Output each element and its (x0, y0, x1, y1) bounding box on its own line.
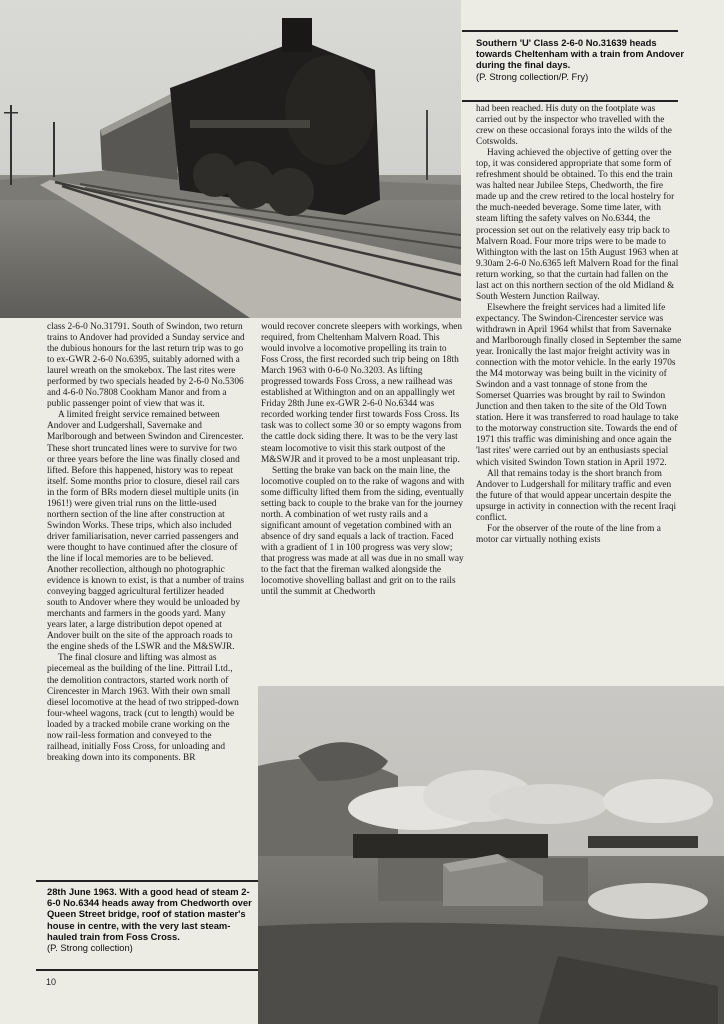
top-caption-credit: (P. Strong collection/P. Fry) (476, 70, 589, 82)
paragraph: Elsewhere the freight services had a limited life expectancy. The Swindon-Cirencester service was withdrawn in April 1964 whilst that from Savernake and Marlborough finally closed in September the same year. Ironically the last major freight activity was in connection with the motor vehicle. In the early 1970s the M4 motorway was being built in the vicinity of Swindon and a vast tonnage of stone from the Somerset Quarries was brought by rail to Swindon Junction and then taken to the site of the Old Town station. Here it was transferred to road haulage to take to the motorway construction site. Towards the end of 1971 this traffic was diminishing and once again the 'last rites' were carried out by an enthusiasts special which visited Swindon Town station in April 1972. (476, 302, 682, 468)
paragraph: class 2-6-0 No.31791. South of Swindon, two return trains to Andover had provided a Sunday service and the dubious honours for the last return trip was to go to ex-GWR 2-6-0 No.6395, suitably adorned with a laurel wreath on the smokebox. The last rites were performed by two specials headed by 2-6-0 No.5306 and 4-6-0 No.7808 Cookham Manor and from a public passenger point of view that was it. (47, 322, 245, 410)
top-caption-rule (462, 30, 678, 32)
train-on-bridge-image (258, 686, 724, 1024)
paragraph: For the observer of the route of the line from a motor car virtually nothing exists (476, 523, 661, 545)
paragraph: Setting the brake van back on the main line, the locomotive coupled on to the rake of wagons and with some difficulty lifted them from the siding, eventually setting back to couple to the brake van for the journey north. A combination of wet rusty rails and a significant amount of vegetation combined with an absence of dry sand equals a lack of traction. Faced with a gradient of 1 in 100 progress was very slow; that progress was made at all was due in no small way to the fact that the fireman walked alongside the locomotive shovelling ballast and grit on to the rails until the summit at Chedworth (261, 465, 465, 598)
bottom-caption-underline (36, 969, 258, 971)
top-caption-underline (462, 100, 678, 102)
bottom-landscape-photo (258, 686, 724, 1024)
top-photo-caption (476, 37, 684, 82)
top-locomotive-photo (0, 0, 461, 318)
bottom-caption-rule (36, 880, 258, 882)
bottom-caption-credit: (P. Strong collection) (47, 942, 133, 954)
text-column-2 (261, 322, 465, 598)
top-caption-title: Southern 'U' Class 2-6-0 No.31639 heads towards Cheltenham with a train from Andover during the final days. (476, 37, 685, 71)
page-number: 10 (46, 977, 57, 987)
text-column-3 (476, 104, 682, 546)
paragraph: All that remains today is the short branch from Andover to Ludgershall for military traffic and even the future of that would appear uncertain despite the upsurge in activity in connection with the recent Iraqi conflict. (476, 468, 677, 523)
text-column-1 (47, 322, 245, 764)
paragraph: Having achieved the objective of getting over the top, it was considered appropriate that some form of refreshment should be obtained. To this end the train was halted near Jubilee Steps, Chedworth, the fire made up and the crew retired to the local hostelry for the much-needed beverage. Some time later, with steam lifting the safety valves on No.6344, the procession set out on the relatively easy trip back to Malvern Road. Four more trips were to be made to Withington with the last on 15th August 1963 when at 9.30am 2-6-0 No.6365 left Malvern Road for the final return working, so that the curtain had fallen on the last act on this northern section of the old Midland & South Western Junction Railway. (476, 148, 679, 302)
bottom-caption-title: 28th June 1963. With a good head of steam 2-6-0 No.6344 heads away from Chedworth over Queen Street bridge, roof of station master's house in centre, with the very last steam-hauled train from Foss Cross. (47, 886, 252, 942)
paragraph: had been reached. His duty on the footplate was carried out by the inspector who travelled with the crew on these occasional forays into the wilds of the Cotswolds. (476, 104, 672, 148)
paragraph: would recover concrete sleepers with workings, when required, from Cheltenham Malvern Road. This would involve a locomotive propelling its train to Foss Cross, the first recorded such trip being on 18th March 1963 with 0-6-0 No.3203. As lifting progressed towards Foss Cross, a new railhead was established at Withington and on an appallingly wet Friday 28th June ex-GWR 2-6-0 No.6344 was recorded working tender first towards Foss Cross. Its task was to collect some 30 or so empty wagons from the cattle dock siding there. It was to be the very last steam locomotive to visit this stark outpost of the M&SWJR and it proved to be a most unpleasant trip. (261, 322, 463, 465)
bottom-photo-caption (47, 886, 255, 953)
paragraph: The final closure and lifting was almost as piecemeal as the building of the line. Pittrail Ltd., the demolition contractors, started work north of Cirencester in March 1963. With their own small diesel locomotive at the head of two stripped-down four-wheel wagons, track (cut to length) would be loaded by a tracked mobile crane working on the now rail-less formation and conveyed to the railhead, initially Foss Cross, for unloading and breaking down into its components. BR (47, 653, 239, 763)
steam-locomotive-image (0, 0, 461, 318)
paragraph: A limited freight service remained between Andover and Ludgershall, Savernake and Marlborough and between Swindon and Cirencester. These short truncated lines were to survive for two or three years before the line was finally closed and lifted. Before this happened, history was to repeat itself. Some months prior to closure, diesel rail cars in the form of BRs modern diesel multiple units (in 1961!) were given trial runs on the little-used northern section of the line after construction at Swindon Works. These trips, which also included driver familiarisation, never carried passengers and were thought to have continued after the closure of the line if local memories are to be believed. Another recollection, although no photographic evidence is known to exist, is that a number of trains conveying bagged agricultural fertilizer headed south to Andover where they would be unloaded by merchants and farmers in the goods yard. Many years later, a large distribution depot opened at Andover built on the site of the approach roads to the engine sheds of the LSWR and the M&SWJR. (47, 410, 244, 653)
